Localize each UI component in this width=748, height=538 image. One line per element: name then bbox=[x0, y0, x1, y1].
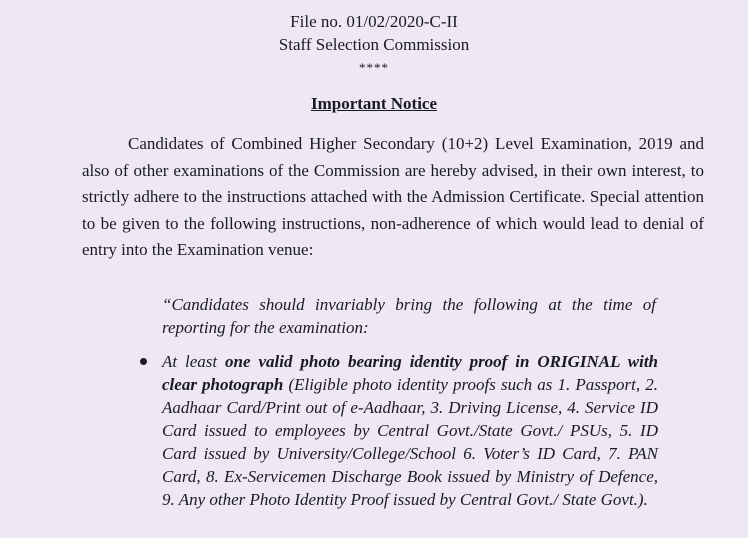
file-number: File no. 01/02/2020-C-II bbox=[290, 12, 458, 31]
intro-text: Candidates of Combined Higher Secondary (10+2) Level Examination, 2019 and also of other examinations of the Commission are hereby advised, in their own interest, to strictly adhere to the instructions attached with the Admission Certificate. Special attention to be given to the following instructions, non-adherence of which would lead to denial of entry into the Examination venue: bbox=[82, 134, 704, 259]
quote-lead: “Candidates should invariably bring the following at the time of reporting for the examination: bbox=[162, 295, 656, 337]
bullet-icon bbox=[140, 358, 147, 365]
bullet-item bbox=[162, 350, 658, 511]
bullet-rest: (Eligible photo identity proofs such as 1. Passport, 2. Aadhaar Card/Print out of e-Aadhaar, 3. Driving License, 4. Service ID Card issued to employees by Central Govt./State Govt./ PSUs, 5. ID Card issued by University/College/School 6. Voter’s ID Card, 7. PAN Card, 8. Ex-Servicemen Discharge Book issued by Ministry of Defence, 9. Any other Photo Identity Proof issued by Central Govt./ State Govt.). bbox=[162, 375, 658, 509]
organization-name: Staff Selection Commission bbox=[278, 35, 470, 54]
bullet-list bbox=[136, 350, 658, 511]
separator: **** bbox=[359, 60, 389, 75]
notice-title: Important Notice bbox=[310, 94, 438, 113]
bullet-bold-text: one valid photo bearing identity proof in ORIGINAL with clear photograph bbox=[162, 352, 658, 394]
intro-paragraph bbox=[82, 131, 704, 264]
bullet-prefix: At least bbox=[162, 352, 226, 371]
